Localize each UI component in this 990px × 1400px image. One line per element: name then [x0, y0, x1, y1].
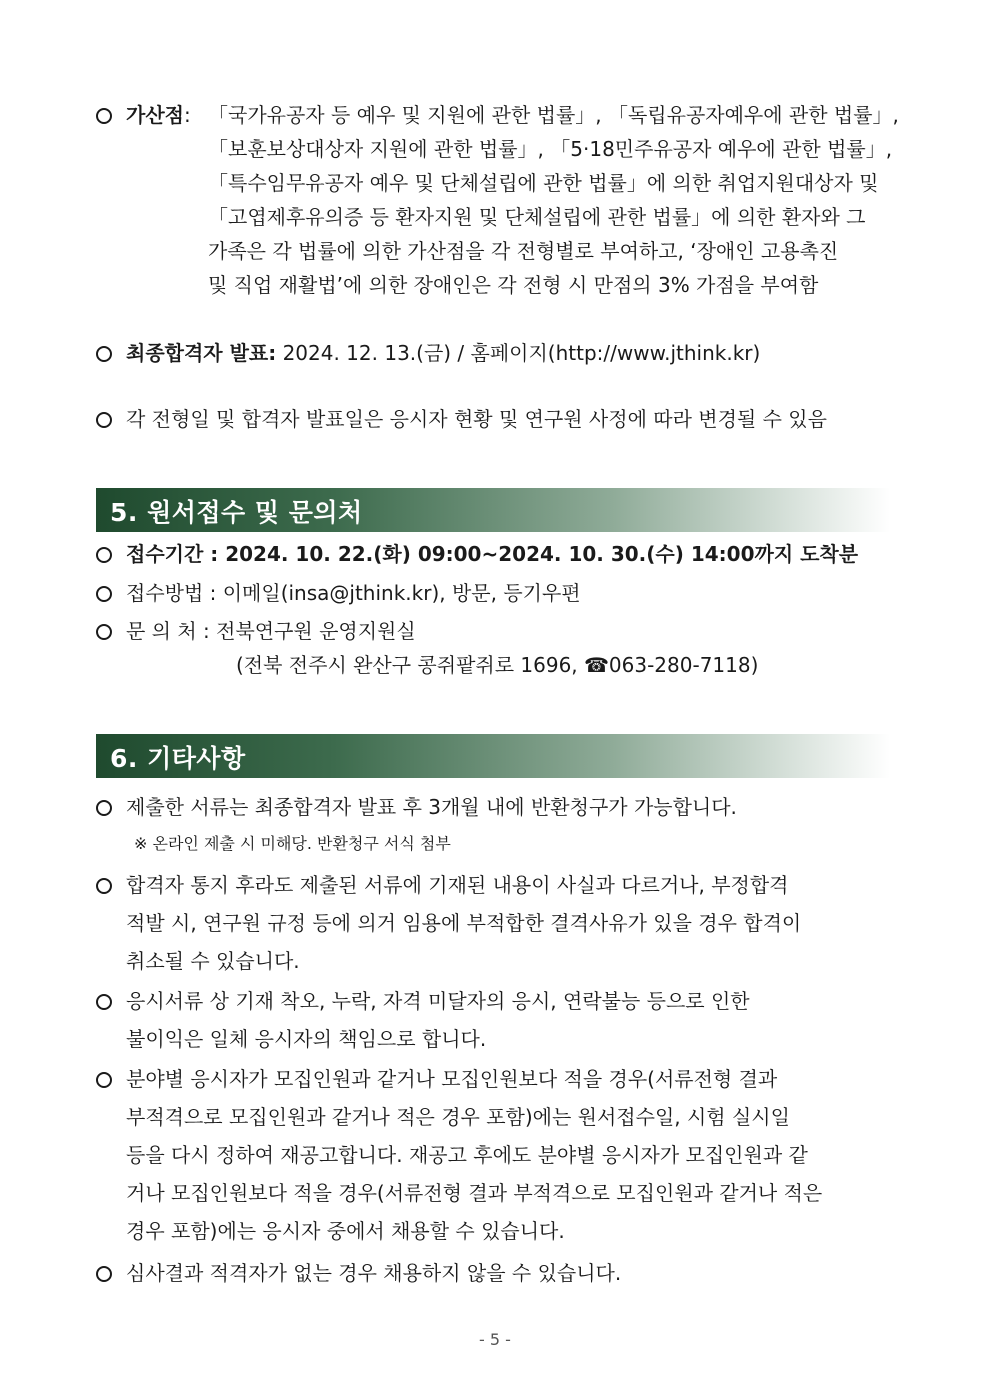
final-announce-value: 2024. 12. 13.(금) / 홈페이지(http://www.jthink.kr) [282, 341, 761, 365]
misc-item-line: 거나 모집인원보다 적을 경우(서류전형 결과 부적격으로 모집인원과 같거나 적은 [126, 1181, 823, 1205]
bullet-circle [96, 586, 112, 602]
misc-item-line: 취소될 수 있습니다. [126, 949, 300, 973]
bonus-line: 가족은 각 법률에 의한 가산점을 각 전형별로 부여하고, ‘장애인 고용촉진 [208, 239, 839, 263]
bonus-line: 「특수임무유공자 예우 및 단체설립에 관한 법률」에 의한 취업지원대상자 및 [208, 171, 879, 195]
misc-item [126, 984, 750, 1056]
bullet-circle [96, 878, 112, 894]
misc-item-line: 제출한 서류는 최종합격자 발표 후 3개월 내에 반환청구가 가능합니다. [126, 795, 737, 819]
final-announcement [126, 336, 760, 370]
bullet-circle [96, 800, 112, 816]
bullet-circle [96, 1072, 112, 1088]
bullet-circle [96, 346, 112, 362]
bullet-circle [96, 624, 112, 640]
misc-item [126, 868, 801, 978]
misc-item-line: 심사결과 적격자가 없는 경우 채용하지 않을 수 있습니다. [126, 1261, 622, 1285]
bonus-description [208, 98, 899, 302]
bullet-circle [96, 412, 112, 428]
misc-item-line: 부적격으로 모집인원과 같거나 적은 경우 포함)에는 원서접수일, 시험 실시일 [126, 1105, 790, 1129]
misc-item-line: 적발 시, 연구원 규정 등에 의거 임용에 부적합한 결격사유가 있을 경우 합격이 [126, 911, 802, 935]
misc-item [126, 790, 737, 824]
bonus-line: 「보훈보상대상자 지원에 관한 법률」, 「5·18민주유공자 예우에 관한 법률」, [208, 137, 893, 161]
bullet-circle [96, 108, 112, 124]
bullet-circle [96, 547, 112, 563]
bonus-label-line [126, 98, 191, 132]
section6-header [96, 734, 890, 778]
bonus-line: 「고엽제후유의증 등 환자지원 및 단체설립에 관한 법률」에 의한 환자와 그 [208, 205, 866, 229]
misc-item-line: 경우 포함)에는 응시자 중에서 채용할 수 있습니다. [126, 1219, 565, 1243]
bonus-label: 가산점 [126, 103, 184, 127]
section5-title: 5. 원서접수 및 문의처 [110, 498, 363, 527]
misc-item [126, 1256, 621, 1290]
bonus-line: 「국가유공자 등 예우 및 지원에 관한 법률」, 「독립유공자예우에 관한 법률」, [208, 103, 899, 127]
section6-title: 6. 기타사항 [110, 744, 246, 773]
bonus-line: 및 직업 재활법’에 의한 장애인은 각 전형 시 만점의 3% 가점을 부여함 [208, 273, 819, 297]
misc-item [126, 1062, 822, 1248]
application-period: 접수기간 : 2024. 10. 22.(화) 09:00~2024. 10. 30.(수) 14:00까지 도착분 [126, 542, 859, 566]
misc-item-line: 분야별 응시자가 모집인원과 같거나 모집인원보다 적을 경우(서류전형 결과 [126, 1067, 778, 1091]
misc-item-line: 등을 다시 정하여 재공고합니다. 재공고 후에도 분야별 응시자가 모집인원과 같 [126, 1143, 808, 1167]
schedule-note: 각 전형일 및 합격자 발표일은 응시자 현황 및 연구원 사정에 따라 변경될 수 있음 [126, 407, 827, 431]
page-number: - 5 - [479, 1330, 511, 1349]
application-method: 접수방법 : 이메일(insa@jthink.kr), 방문, 등기우편 [126, 581, 581, 605]
contact-office: 문 의 처 : 전북연구원 운영지원실 [126, 619, 416, 643]
final-announce-label: 최종합격자 발표: [126, 341, 277, 365]
misc-item-line: 합격자 통지 후라도 제출된 서류에 기재된 내용이 사실과 다르거나, 부정합격 [126, 873, 789, 897]
misc-item-note: ※ 온라인 제출 시 미해당. 반환청구 서식 첨부 [134, 834, 451, 853]
bullet-circle [96, 994, 112, 1010]
misc-item-line: 불이익은 일체 응시자의 책임으로 합니다. [126, 1027, 487, 1051]
contact-address: (전북 전주시 완산구 콩쥐팥쥐로 1696, ☎063-280-7118) [236, 653, 759, 677]
bullet-circle [96, 1266, 112, 1282]
misc-item-line: 응시서류 상 기재 착오, 누락, 자격 미달자의 응시, 연락불능 등으로 인한 [126, 989, 750, 1013]
section5-header [96, 488, 890, 532]
bonus-colon: : [183, 103, 191, 127]
